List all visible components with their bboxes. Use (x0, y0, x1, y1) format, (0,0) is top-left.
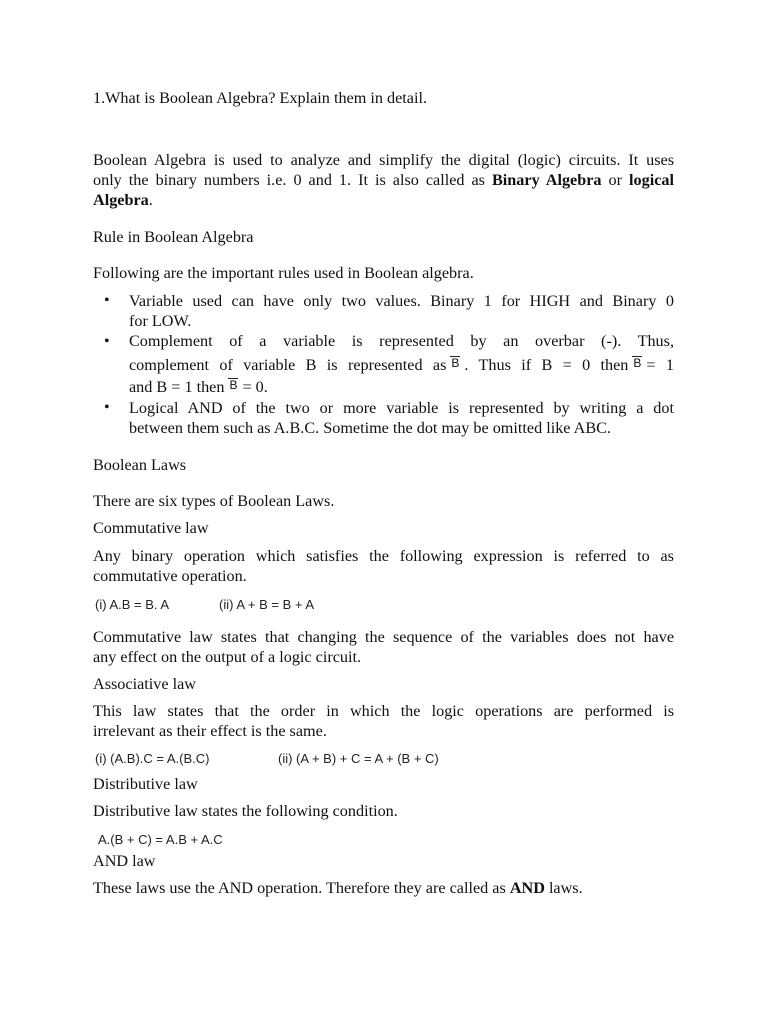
laws-heading: Boolean Laws (93, 456, 187, 474)
commutative-equation-2: (ii) A + B = B + A (219, 597, 315, 612)
distributive-equation: A.(B + C) = A.B + A.C (98, 832, 223, 847)
bullet-3-line-1: Logical AND of the two or more variable is represented by writing a dot (129, 399, 674, 417)
commutative-heading: Commutative law (93, 519, 209, 537)
bullet-marker: • (104, 333, 110, 350)
intro-line-1: Boolean Algebra is used to analyze and simplify the digital (logic) circuits. It uses (93, 151, 674, 169)
commutative-note-line-2: any effect on the output of a logic circuit. (93, 648, 362, 666)
commutative-equation-1: (i) A.B = B. A (95, 597, 170, 612)
bullet-2-line-2: complement of variable B is represented as B . Thus if B = 0 then B = 1 (129, 356, 674, 374)
intro-line-2: only the binary numbers i.e. 0 and 1. It is also called as Binary Algebra or logical (93, 171, 674, 189)
commutative-note-line-1: Commutative law states that changing the sequence of the variables does not have (93, 628, 674, 646)
algebra-term: Algebra (93, 191, 149, 209)
logical-term: logical (629, 171, 674, 189)
question-heading: 1.What is Boolean Algebra? Explain them in detail. (93, 89, 428, 107)
distributive-heading: Distributive law (93, 775, 198, 793)
commutative-desc-line-2: commutative operation. (93, 567, 247, 585)
bullet-marker: • (104, 292, 110, 309)
bullet-3-line-2: between them such as A.B.C. Sometime the dot may be omitted like ABC. (129, 419, 611, 437)
intro-line-3: Algebra. (93, 191, 153, 209)
b-complement-symbol: B (633, 356, 642, 370)
binary-algebra-term: Binary Algebra (492, 171, 602, 189)
and-term: AND (509, 879, 545, 897)
rules-heading: Rule in Boolean Algebra (93, 228, 254, 246)
b-complement-symbol: B (451, 356, 460, 370)
associative-equation-2: (ii) (A + B) + C = A + (B + C) (278, 751, 439, 766)
distributive-desc: Distributive law states the following condition. (93, 802, 398, 820)
bullet-2-line-1: Complement of a variable is represented by an overbar (-). Thus, (129, 332, 674, 350)
associative-desc-line-1: This law states that the order in which the logic operations are performed is (93, 702, 674, 720)
b-complement-symbol: B (229, 378, 238, 392)
and-law-heading: AND law (93, 852, 156, 870)
bullet-2-line-3: and B = 1 then B = 0. (129, 378, 268, 396)
associative-desc-line-2: irrelevant as their effect is the same. (93, 722, 327, 740)
and-law-desc: These laws use the AND operation. Therefore they are called as AND laws. (93, 879, 583, 897)
laws-intro: There are six types of Boolean Laws. (93, 492, 335, 510)
commutative-desc-line-1: Any binary operation which satisfies the following expression is referred to as (93, 547, 674, 565)
rules-intro: Following are the important rules used in Boolean algebra. (93, 264, 474, 282)
bullet-1-line-1: Variable used can have only two values. Binary 1 for HIGH and Binary 0 (129, 292, 674, 310)
bullet-1-line-2: for LOW. (129, 312, 192, 330)
bullet-marker: • (104, 399, 110, 416)
associative-heading: Associative law (93, 675, 196, 693)
associative-equation-1: (i) (A.B).C = A.(B.C) (95, 751, 210, 766)
